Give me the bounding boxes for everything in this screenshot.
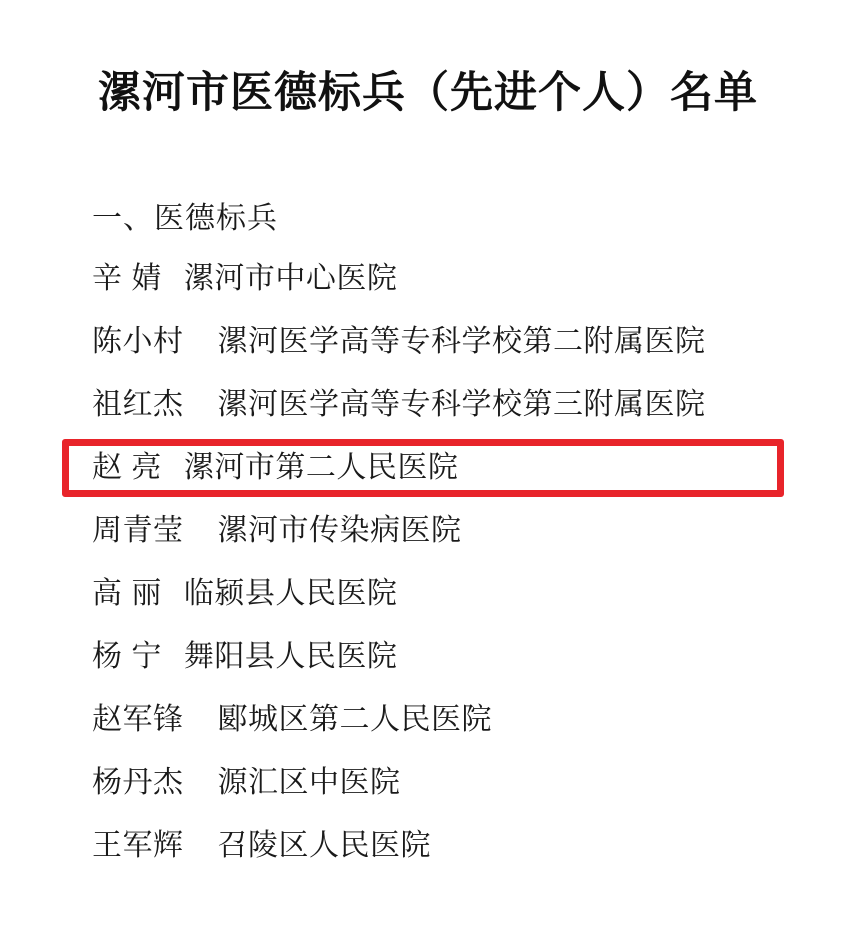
entry-name: 陈小村 — [92, 324, 184, 358]
entry-name: 王军辉 — [92, 828, 184, 862]
list-item — [92, 513, 816, 547]
page-title: 漯河市医德标兵（先进个人）名单 — [98, 69, 758, 117]
list-item — [92, 261, 816, 295]
entry-organization: 召陵区人民医院 — [217, 828, 431, 862]
list-item — [92, 324, 816, 358]
entry-name: 高 丽 — [92, 576, 162, 610]
entry-organization: 漯河医学高等专科学校第三附属医院 — [217, 387, 706, 421]
section-heading: 一、医德标兵 — [92, 201, 278, 235]
list-item — [92, 765, 816, 799]
entry-name: 赵军锋 — [92, 702, 184, 736]
entry-name: 周青莹 — [92, 513, 184, 547]
name-list — [92, 261, 816, 862]
list-item — [92, 576, 816, 610]
entry-organization: 舞阳县人民医院 — [183, 639, 398, 673]
document-body — [0, 201, 856, 862]
entry-organization: 临颍县人民医院 — [183, 576, 398, 610]
entry-organization: 郾城区第二人民医院 — [217, 702, 492, 736]
list-item — [92, 450, 816, 484]
entry-organization: 漯河市传染病医院 — [217, 513, 462, 547]
entry-name: 杨 宁 — [92, 639, 162, 673]
entry-organization: 漯河医学高等专科学校第二附属医院 — [217, 324, 706, 358]
entry-name: 杨丹杰 — [92, 765, 184, 799]
list-item — [92, 702, 816, 736]
entry-name: 祖红杰 — [92, 387, 184, 421]
entry-organization: 漯河市中心医院 — [183, 261, 398, 295]
list-item — [92, 639, 816, 673]
list-item — [92, 387, 816, 421]
entry-name: 辛 婧 — [92, 261, 162, 295]
list-item — [92, 828, 816, 862]
entry-organization: 源汇区中医院 — [217, 765, 401, 799]
entry-organization: 漯河市第二人民医院 — [183, 450, 459, 484]
entry-name: 赵 亮 — [92, 450, 162, 484]
